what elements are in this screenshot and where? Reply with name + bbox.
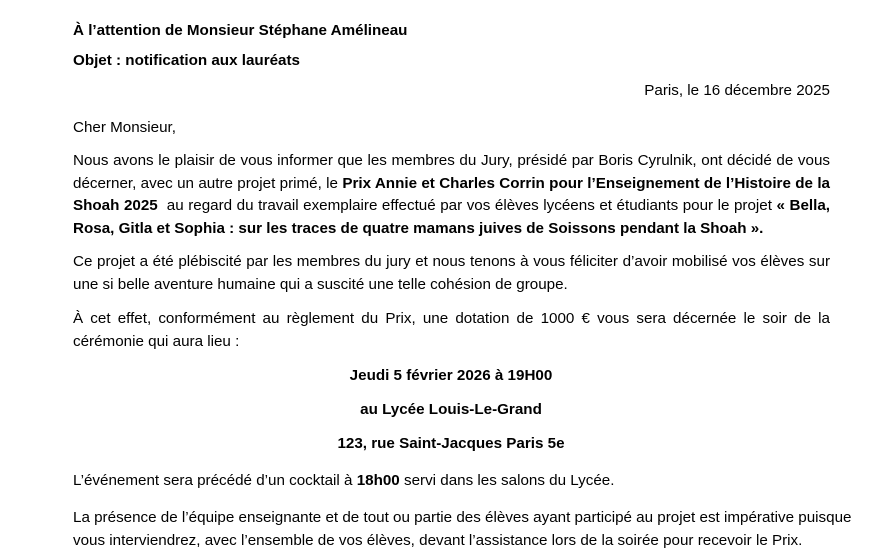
prize-year: Shoah 2025 <box>73 197 158 214</box>
p1-text: au regard du travail exemplaire effectué par vos élèves lycéens et étudiants pour le projet <box>157 197 777 214</box>
p4-text: servi dans les salons du Lycée. <box>399 472 615 489</box>
salutation: Cher Monsieur, <box>73 119 176 136</box>
p1-line-4 <box>73 218 830 241</box>
event-address: 123, rue Saint-Jacques Paris 5e <box>337 435 565 452</box>
p3-line-2: cérémonie qui aura lieu : <box>73 332 240 350</box>
subject-line: Objet : notification aux lauréats <box>73 52 301 69</box>
p5-line-2: vous interviendrez, avec l’ensemble de vos élèves, devant l’assistance lors de la soirée pour recevoir le Prix. <box>73 531 803 549</box>
p1-text: décerner, avec un autre projet primé, le <box>73 174 343 192</box>
paragraph-attendance <box>73 507 852 552</box>
p4-text: L’événement sera précédé d’un cocktail à <box>73 472 357 489</box>
p2-line-2: une si belle aventure humaine qui a suscité une telle cohésion de groupe. <box>73 275 568 293</box>
p5-line-1: La présence de l’équipe enseignante et de tout ou partie des élèves ayant participé au projet est impérative puisque <box>73 509 852 526</box>
paragraph-congratulations <box>73 251 830 296</box>
p2-line-1: Ce projet a été plébiscité par les membres du jury et nous tenons à vous féliciter d’avoir mobilisé vos élèves sur <box>73 253 830 270</box>
p1-line-1: Nous avons le plaisir de vous informer que les membres du Jury, présidé par Boris Cyrulnik, ont décidé de vous <box>73 152 830 169</box>
p1-line-3 <box>73 195 830 218</box>
project-title-start: « Bella, <box>776 197 830 214</box>
p3-line-1: À cet effet, conformément au règlement du Prix, une dotation de 1000 € vous sera décernée le soir de la <box>73 310 830 327</box>
event-date: Jeudi 5 février 2026 à 19H00 <box>349 367 553 384</box>
project-title-end: Rosa, Gitla et Sophia : sur les traces de quatre mamans juives de Soissons pendant la Shoah ». <box>73 219 764 237</box>
paragraph-endowment <box>73 308 830 353</box>
prize-name: Prix Annie et Charles Corrin pour l’Enseignement de l’Histoire de la <box>342 174 830 192</box>
paragraph-cocktail <box>73 472 614 490</box>
attention-line: À l’attention de Monsieur Stéphane Amélineau <box>73 22 408 39</box>
event-venue: au Lycée Louis-Le-Grand <box>360 401 542 418</box>
cocktail-time: 18h00 <box>356 472 400 489</box>
p1-line-2 <box>73 173 830 196</box>
place-date: Paris, le 16 décembre 2025 <box>644 82 830 99</box>
paragraph-prize-announcement <box>73 150 830 240</box>
